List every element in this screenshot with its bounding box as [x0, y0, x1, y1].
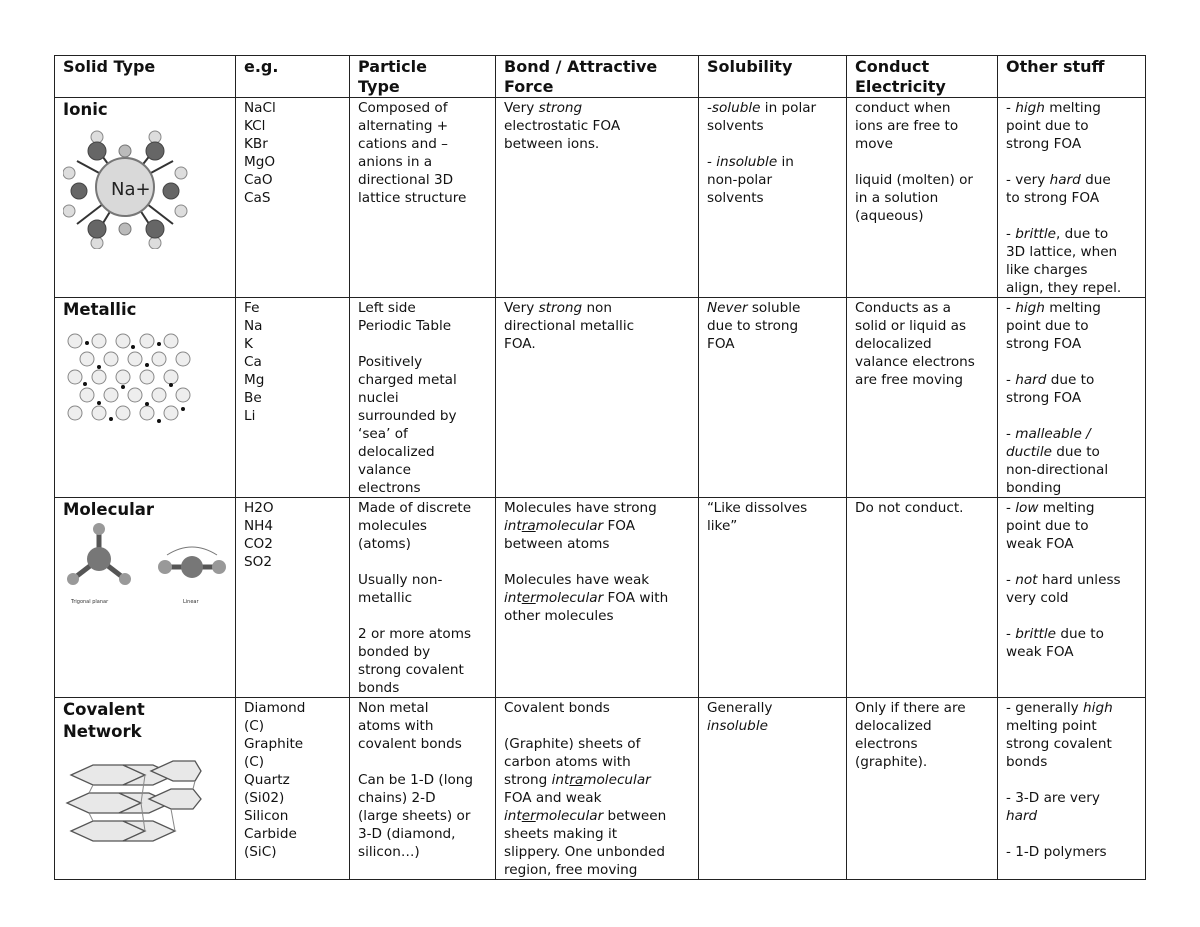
cell-bond-metallic: Very strong non directional metallic FOA.: [496, 298, 699, 498]
solid-type-label: Metallic: [63, 300, 137, 319]
solid-type-label: Ionic: [63, 100, 108, 119]
cell-examples-ionic: NaCl KCl KBr MgO CaO CaS: [236, 98, 350, 298]
solid-type-label: Covalent: [63, 700, 145, 719]
table-row-metallic: [55, 298, 1146, 498]
graphite-layers-illustration: [63, 757, 205, 843]
cell-conduct-molecular: Do not conduct.: [847, 498, 998, 698]
header-solid-type: Solid Type: [55, 56, 236, 98]
cell-conduct-metallic: Conducts as a solid or liquid as delocalized valance electrons are free moving: [847, 298, 998, 498]
cell-particle-ionic: Composed of alternating + cations and – anions in a directional 3D lattice structure: [350, 98, 496, 298]
cell-solid-type-metallic: [55, 298, 236, 498]
cell-bond-covalent: Covalent bonds (Graphite) sheets of carbon atoms with strong intramolecular FOA and weak intermolecular between sheets making it slippery. One unbonded region, free moving: [496, 698, 699, 880]
metallic-lattice-illustration: [63, 329, 198, 434]
header-other-stuff: Other stuff: [998, 56, 1146, 98]
cell-solubility-covalent: Generally insoluble: [699, 698, 847, 880]
cell-solubility-ionic: -soluble in polar solvents - insoluble in non-polar solvents: [699, 98, 847, 298]
linear-caption: Linear: [183, 599, 199, 605]
header-particle-type: Particle Type: [350, 56, 496, 98]
cell-examples-covalent: Diamond (C) Graphite (C) Quartz (Si02) Silicon Carbide (SiC): [236, 698, 350, 880]
cell-particle-covalent: Non metal atoms with covalent bonds Can be 1-D (long chains) 2-D (large sheets) or 3-D (diamond, silicon…): [350, 698, 496, 880]
cell-solid-type-covalent: Covalent Network: [55, 698, 236, 880]
ionic-lattice-illustration: [63, 129, 188, 249]
cell-particle-molecular: Made of discrete molecules (atoms) Usually non- metallic 2 or more atoms bonded by strong covalent bonds: [350, 498, 496, 698]
cell-other-metallic: - high melting point due to strong FOA - hard due to strong FOA - malleable / ductile due to non-directional bonding: [998, 298, 1146, 498]
solid-types-table: [54, 55, 1146, 880]
cell-examples-metallic: Fe Na K Ca Mg Be Li: [236, 298, 350, 498]
cell-conduct-covalent: Only if there are delocalized electrons (graphite).: [847, 698, 998, 880]
cell-conduct-ionic: conduct when ions are free to move liquid (molten) or in a solution (aqueous): [847, 98, 998, 298]
sodium-ion-label: Na+: [111, 179, 151, 200]
trigonal-planar-caption: Trigonal planar: [71, 599, 109, 605]
header-solubility: Solubility: [699, 56, 847, 98]
table-header-row: [55, 56, 1146, 98]
cell-other-covalent: - generally high melting point strong covalent bonds - 3-D are very hard - 1-D polymers: [998, 698, 1146, 880]
cell-bond-ionic: Very strong electrostatic FOA between ions.: [496, 98, 699, 298]
cell-solid-type-ionic: [55, 98, 236, 298]
solid-type-label: Molecular: [63, 500, 155, 519]
header-conduct-electricity: Conduct Electricity: [847, 56, 998, 98]
cell-solubility-metallic: Never soluble due to strong FOA: [699, 298, 847, 498]
cell-other-ionic: - high melting point due to strong FOA - very hard due to strong FOA - brittle, due to 3D lattice, when like charges align, they repel.: [998, 98, 1146, 298]
table-row-covalent-network: [55, 698, 1146, 880]
table-row-ionic: [55, 98, 1146, 298]
cell-examples-molecular: H2O NH4 CO2 SO2: [236, 498, 350, 698]
header-example: e.g.: [236, 56, 350, 98]
header-bond-force: Bond / Attractive Force: [496, 56, 699, 98]
cell-bond-molecular: Molecules have strong intramolecular FOA between atoms Molecules have weak intermolecular FOA with other molecules: [496, 498, 699, 698]
cell-particle-metallic: Left side Periodic Table Positively charged metal nuclei surrounded by ‘sea’ of delocalized valance electrons: [350, 298, 496, 498]
molecular-shapes-illustration: [63, 521, 231, 607]
cell-solubility-molecular: “Like dissolves like”: [699, 498, 847, 698]
table-row-molecular: [55, 498, 1146, 698]
cell-solid-type-molecular: [55, 498, 236, 698]
cell-other-molecular: - low melting point due to weak FOA - not hard unless very cold - brittle due to weak FOA: [998, 498, 1146, 698]
